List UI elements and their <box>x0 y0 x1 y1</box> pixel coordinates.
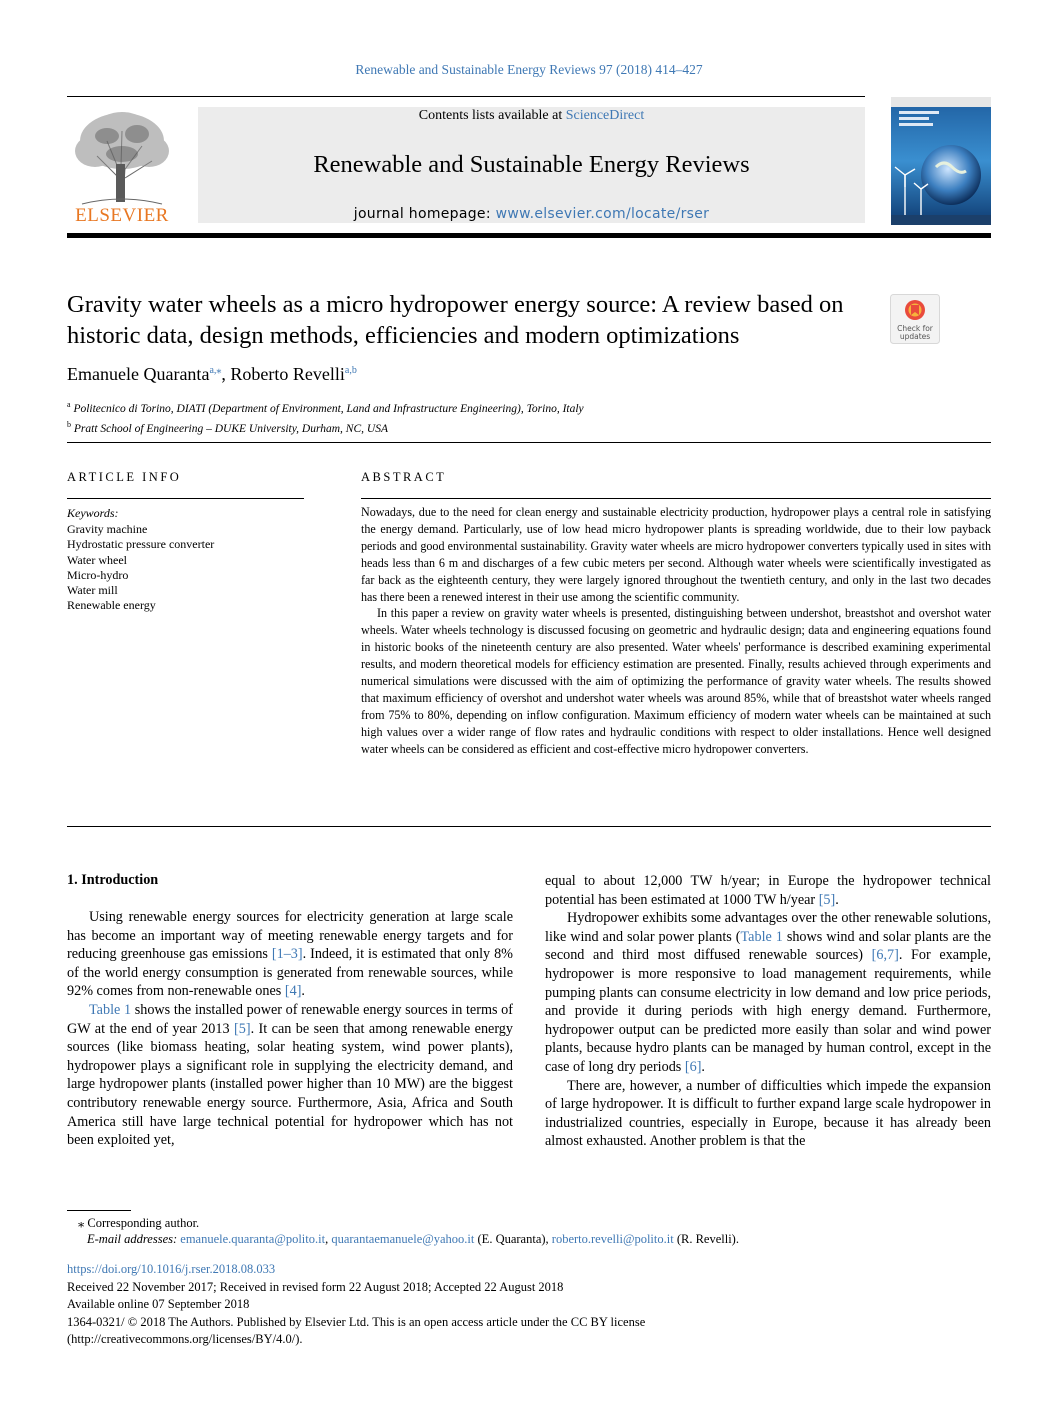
author-revelli[interactable]: Roberto Revelli <box>230 364 345 384</box>
homepage-link[interactable]: www.elsevier.com/locate/rser <box>495 206 710 222</box>
ref-link[interactable]: [6] <box>684 1058 702 1075</box>
abstract-paragraph-2: In this paper a review on gravity water wheels is presented, distinguishing between undershot, breastshot and overshot water wheels. Water wheels technology is discussed focusing on geometric and hydraulic design; data and engineering equations found in historic books of the nineteenth century are also presented. Water wheels' performance is described examining experimental results, and modern theoretical models for efficiency estimation are presented. Finally, results achieved through experiments and numerical simulations were discussed with the aim of optimizing the performance of gravity water wheels. The results showed that maximum efficiency of overshot and undershot water wheels was around 85%, while that of breastshot water wheels ranged from 75% to 80%, depending on inflow configuration. Maximum efficiency of modern water wheels can be maintained at such high values over a wider range of flow rates and hydraulic conditions with respect to older installations. Hence well designed water wheels can be considered as efficient and cost-effective micro hydropower converters. <box>361 606 991 756</box>
body-column-left <box>67 908 513 1150</box>
header-thick-rule <box>67 233 991 238</box>
text-run: , <box>325 1232 332 1246</box>
text-run: . <box>301 983 305 1000</box>
ref-link[interactable]: [4] <box>284 983 302 1000</box>
abstract-paragraph-1: Nowadays, due to the need for clean energy and sustainable electricity production, hydropower plays a central role in satisfying the energy demand. Particularly, use of low head micro hydropower plants is spreading worldwide, due to their low payback periods and good environmental sustainability. Gravity water wheels are micro hydropower converters typically used in sites with heads less than 6 m and discharges of a few cubic meters per second. Although water wheels were scientifically investigated as far back as the eighteenth century, they were largely ignored throughout the twentieth century, and only in the last two decades has there been a renewed interest in their use among the scientific community. <box>361 505 991 604</box>
table-link[interactable]: Table 1 <box>89 1001 132 1018</box>
footnote-rule <box>67 1210 131 1211</box>
text-run: . <box>701 1058 705 1075</box>
ref-link[interactable]: [5] <box>234 1020 251 1037</box>
text-run: equal to about 12,000 TW h/year; in Europe the hydropower technical potential has been estimated at 1000 TW h/year <box>545 873 991 908</box>
elsevier-wordmark: ELSEVIER <box>75 205 169 226</box>
text-run: (R. Revelli). <box>673 1232 739 1246</box>
abstract-heading: ABSTRACT <box>361 470 447 484</box>
publication-info <box>67 1261 645 1349</box>
journal-homepage <box>198 206 865 222</box>
received-dates: Received 22 November 2017; Received in revised form 22 August 2018; Accepted 22 August 2018 <box>67 1279 564 1294</box>
contents-line <box>198 108 865 124</box>
text-run: . It can be seen that among renewable energy sources (like biomass heating, solar heating system, wind power plants), hydropower plays a significant role in supplying the electricity demand, and large hydropower plants (installed power higher than 10 MW) are the biggest contributory renewable energy source. Furthermore, Asia, Africa and South America still have large technical potential for hydropower which has not been exploited yet, <box>67 1020 513 1149</box>
text-run: shows the installed power of renewable energy sources in terms of GW at the end of year 2013 <box>67 1001 513 1037</box>
journal-title: Renewable and Sustainable Energy Reviews <box>313 151 750 178</box>
license-url[interactable]: (http://creativecommons.org/licenses/BY/4.0/). <box>67 1332 303 1347</box>
intro-paragraph-1 <box>67 908 513 1001</box>
license-statement: 1364-0321/ © 2018 The Authors. Published by Elsevier Ltd. This is an open access article under the CC BY license <box>67 1314 646 1329</box>
elsevier-logo <box>67 106 177 226</box>
keyword: Gravity machine <box>67 522 148 536</box>
author-revelli-affil[interactable]: a,b <box>344 365 357 376</box>
abstract-rule <box>361 498 991 499</box>
keywords-label: Keywords: <box>67 506 119 520</box>
author-separator: , <box>221 364 231 384</box>
intro-paragraph-2-continued <box>545 872 991 909</box>
intro-paragraph-3 <box>545 909 991 1076</box>
journal-citation[interactable]: Renewable and Sustainable Energy Reviews 97 (2018) 414–427 <box>355 62 703 77</box>
article-info-heading: ARTICLE INFO <box>67 470 182 484</box>
text-run: . Indeed, it is estimated that only 8% of the world energy consumption is generated from renewable sources, while 92% comes from non-renewable ones <box>67 946 513 1000</box>
keyword: Hydrostatic pressure converter <box>67 537 215 552</box>
affil-a-mark: a <box>67 400 71 409</box>
table-link[interactable]: Table 1 <box>740 928 783 945</box>
body-column-right <box>545 872 991 1151</box>
affiliation-a <box>67 397 584 417</box>
abstract-bottom-rule <box>67 826 991 827</box>
ref-link[interactable]: [1–3] <box>271 946 303 963</box>
email-link[interactable]: emanuele.quaranta@polito.it <box>180 1232 326 1246</box>
keyword: Micro-hydro <box>67 567 129 582</box>
affiliation-b <box>67 417 584 437</box>
author-quaranta-affil[interactable]: a,⁎ <box>209 365 222 376</box>
ref-link[interactable]: [6,7] <box>871 947 899 964</box>
intro-paragraph-4: There are, however, a number of difficulties which impede the expansion of large hydropower. It is difficult to further expand large scale hydropower in industrialized countries, especially in Europe, because it has already been almost exhausted. Another problem is that the <box>545 1077 991 1150</box>
corresponding-author-note: ⁎ Corresponding author. <box>78 1216 200 1230</box>
check-for-updates-badge[interactable] <box>890 294 940 344</box>
section-heading-introduction: 1. Introduction <box>67 872 159 888</box>
ref-link[interactable]: [5] <box>818 891 836 908</box>
text-run: . For example, hydropower is more responsive to load management requirements, while pumping plants can consume electricity in low demand and low price periods, and provide it during periods with high energy demand. Furthermore, hydropower output can be predicted more easily than solar and wind power plants, because hydro plants can be managed by human control, except in the case of long dry periods <box>545 947 991 1075</box>
article-info-rule <box>67 498 304 499</box>
sciencedirect-link[interactable]: ScienceDirect <box>565 108 645 123</box>
email-link[interactable]: roberto.revelli@polito.it <box>551 1232 674 1246</box>
keywords-list <box>67 522 214 614</box>
text-run: . <box>835 891 839 908</box>
affiliations <box>67 397 584 438</box>
keyword: Renewable energy <box>67 598 156 613</box>
title-bottom-rule <box>67 442 991 443</box>
email-label: E-mail addresses: <box>87 1232 178 1246</box>
text-run: Hydropower exhibits some advantages over the other renewable solutions, like wind and solar power plants ( <box>545 910 991 945</box>
journal-cover-image <box>891 97 991 225</box>
doi-link[interactable]: https://doi.org/10.1016/j.rser.2018.08.033 <box>67 1262 276 1276</box>
email-addresses <box>87 1232 739 1247</box>
contents-prefix: Contents lists available at <box>418 108 566 123</box>
affil-b-mark: b <box>67 420 71 430</box>
article-title: Gravity water wheels as a micro hydropower energy source: A review based on historic data, design methods, efficiencies and modern optimizations <box>67 291 844 349</box>
text-run: shows wind and solar plants are the second and third most diffused renewable sources) <box>545 928 991 964</box>
badge-text-2: updates <box>899 332 931 341</box>
author-quaranta[interactable]: Emanuele Quaranta <box>67 364 210 384</box>
affil-b-text: Pratt School of Engineering – DUKE University, Durham, NC, USA <box>71 423 388 436</box>
intro-paragraph-2 <box>67 1001 513 1150</box>
abstract-body <box>361 504 991 758</box>
available-online: Available online 07 September 2018 <box>67 1297 250 1312</box>
text-run: (E. Quaranta), <box>474 1232 552 1246</box>
text-run: Using renewable energy sources for electricity generation at large scale has become an important way of meeting renewable energy targets and for reducing greenhouse gas emissions <box>67 909 513 963</box>
email-link[interactable]: quarantaemanuele@yahoo.it <box>331 1232 475 1246</box>
header-top-rule <box>67 96 865 97</box>
keyword: Water wheel <box>67 552 127 567</box>
author-list <box>67 364 357 385</box>
badge-text-1: Check for <box>897 324 933 333</box>
homepage-prefix: journal homepage: <box>353 206 496 222</box>
affil-a-text: Politecnico di Torino, DIATI (Department of Environment, Land and Infrastructure Engineering), Torino, Italy <box>70 402 584 415</box>
keyword: Water mill <box>67 583 118 598</box>
